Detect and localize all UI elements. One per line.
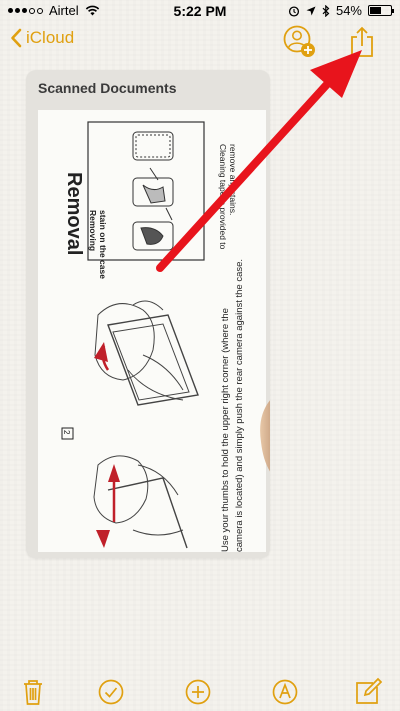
checklist-button[interactable] (96, 677, 126, 707)
status-right (288, 3, 392, 18)
back-label: iCloud (26, 28, 75, 47)
scanned-documents-attachment[interactable] (26, 70, 270, 558)
scanned-page-preview (38, 110, 266, 552)
instructions-line-2: camera is located) and simply push the rear camera against the case. (234, 258, 245, 552)
hand-illustrations (94, 301, 198, 548)
status-bar (0, 0, 400, 22)
plus-circle-icon (187, 681, 210, 704)
alarm-icon (288, 5, 300, 17)
delete-button[interactable] (18, 677, 48, 707)
finger-photo-peek (259, 382, 270, 492)
cleaning-tape-text (218, 144, 238, 252)
checkmark-circle-icon (100, 681, 123, 704)
bottom-toolbar (0, 672, 400, 711)
chevron-left-icon (10, 28, 22, 48)
cleaning-text-line: remove any stains. (228, 144, 238, 216)
battery-icon (368, 5, 392, 16)
markup-button[interactable] (270, 677, 300, 707)
figure-caption-line: stain on the case (98, 210, 108, 279)
nav-bar (0, 22, 400, 62)
share-icon (352, 28, 372, 56)
compose-icon (357, 679, 381, 703)
battery-level (370, 7, 381, 14)
cleaning-text-line: Cleaning tape is provided to (218, 144, 228, 250)
step-number: 2 (62, 430, 71, 435)
add-people-button[interactable] (283, 25, 317, 59)
status-time: 5:22 PM (173, 3, 227, 19)
compose-button[interactable] (353, 677, 383, 707)
back-button[interactable] (10, 28, 74, 48)
figure-caption-line: Removing (88, 210, 98, 252)
instructions-text (220, 259, 245, 552)
instructions-line-1: Use your thumbs to hold the upper right corner (where the (220, 308, 231, 552)
document-heading: Removal (63, 172, 85, 256)
add-button[interactable] (183, 677, 213, 707)
red-direction-arrows (94, 342, 120, 548)
location-icon (306, 6, 316, 16)
share-button[interactable] (348, 26, 376, 58)
carrier-label: Airtel (49, 3, 79, 18)
trash-icon (24, 681, 42, 704)
bluetooth-icon (322, 5, 330, 17)
avatar-add-icon (285, 27, 316, 58)
markup-pen-icon (274, 681, 297, 704)
phone-drawings (133, 132, 173, 250)
scanned-page-image (38, 110, 266, 552)
battery-percent: 54% (335, 3, 362, 18)
attachment-title: Scanned Documents (38, 80, 177, 96)
figure-caption (88, 210, 108, 279)
